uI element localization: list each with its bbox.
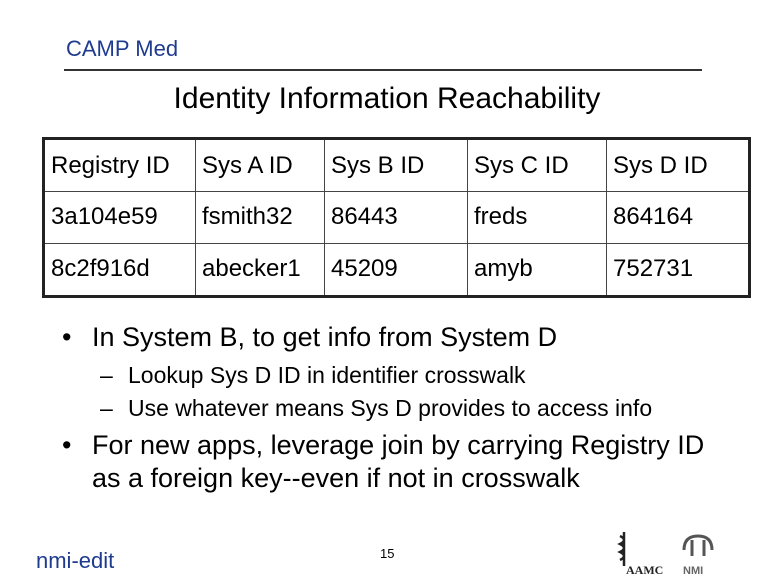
sub-bullet-text: Lookup Sys D ID in identifier crosswalk <box>128 362 526 388</box>
slide-header: CAMP Med <box>66 36 179 61</box>
id-crosswalk-table <box>42 137 751 298</box>
nmi-logo-text: NMI <box>683 565 704 577</box>
table-cell: amyb <box>468 243 607 296</box>
bullet-marker: • <box>62 430 72 460</box>
slide-title: Identity Information Reachability <box>173 82 601 115</box>
header-cell: Sys A ID <box>196 139 325 192</box>
page-number: 15 <box>380 546 395 561</box>
table-cell: 8c2f916d <box>44 243 196 296</box>
table-cell: fsmith32 <box>196 192 325 243</box>
header-cell: Sys C ID <box>468 139 607 192</box>
table-cell: 752731 <box>607 243 750 296</box>
table-header-row <box>44 139 750 192</box>
bullet-marker: • <box>62 322 72 352</box>
header-cell: Sys D ID <box>607 139 750 192</box>
table-cell: 45209 <box>325 243 468 296</box>
aamc-logo-text: AAMC <box>626 563 664 577</box>
bullet-text: For new apps, leverage join by carrying Registry ID as a foreign key--even if not in crosswalk <box>92 430 705 493</box>
table-cell: 864164 <box>607 192 750 243</box>
header-cell: Sys B ID <box>325 139 468 192</box>
footer-brand: nmi-edit <box>36 548 115 573</box>
table-cell: abecker1 <box>196 243 325 296</box>
table-row <box>44 192 750 243</box>
table-cell: freds <box>468 192 607 243</box>
header-cell: Registry ID <box>44 139 196 192</box>
sub-bullet-text: Use whatever means Sys D provides to access info <box>128 395 653 421</box>
nmi-logo <box>678 528 718 578</box>
table-row <box>44 243 750 296</box>
aamc-logo <box>612 528 672 578</box>
sub-bullet-marker: – <box>100 362 113 388</box>
table-cell: 3a104e59 <box>44 192 196 243</box>
table-cell: 86443 <box>325 192 468 243</box>
bullet-text: In System B, to get info from System D <box>92 322 558 352</box>
sub-bullet-marker: – <box>100 395 113 421</box>
header-divider <box>64 69 702 71</box>
